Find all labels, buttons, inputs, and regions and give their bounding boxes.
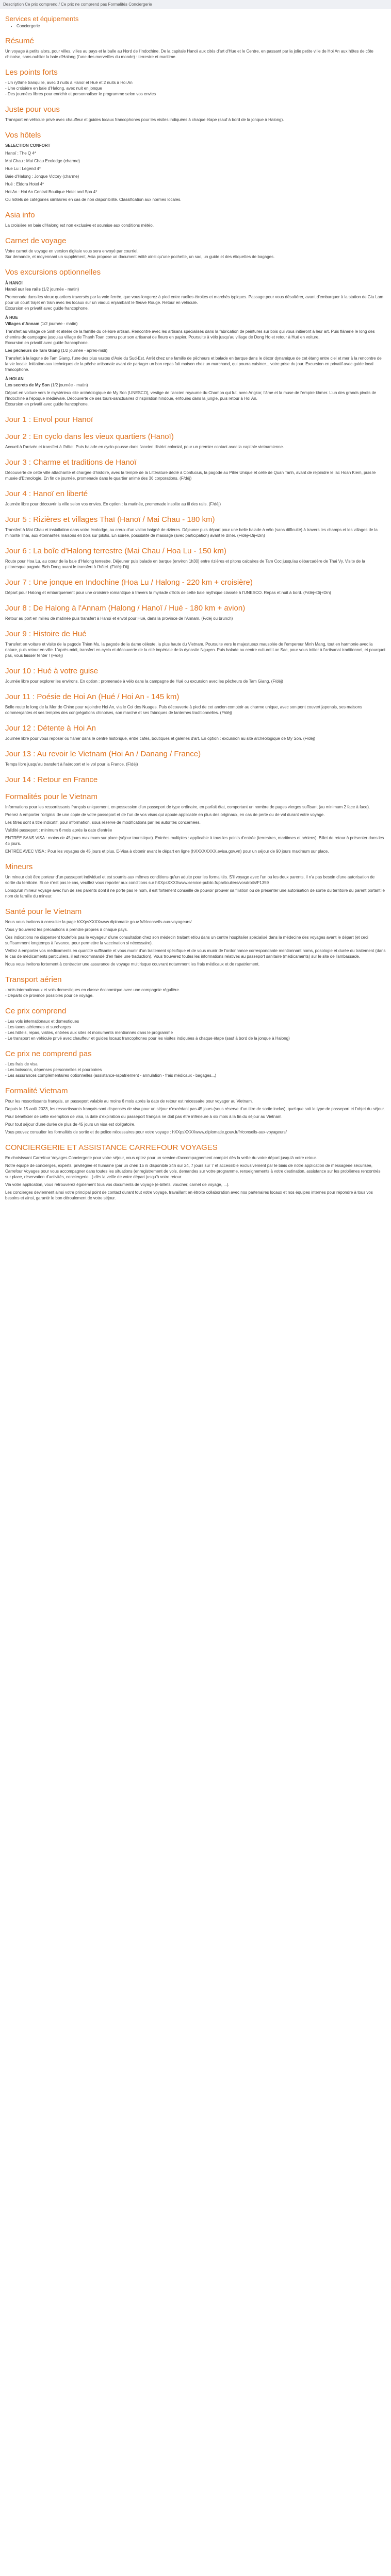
sante-paragraph: Nous vous invitons à consulter la page hXXpsXXXXwww.diplomatie.gouv.fr/fr/conseils-aux-voyageurs/: [5, 920, 192, 924]
day-title: Jour 3 : Charme et traditions de Hanoï: [5, 458, 137, 467]
asia-title: Asia info: [5, 211, 35, 219]
hotels-note: Ou hôtels de catégories similaires en cas de non disponibilité. Classification aux normes locales.: [5, 197, 182, 202]
day-text: Départ pour Halong et embarquement pour une croisière romantique à travers la myriade d'îlots de cette baie mythique classée à l'UNESCO. Repas et nuit à bord. (F/déj+Dij+Din): [5, 590, 331, 595]
day-title: Jour 14 : Retour en France: [5, 775, 98, 784]
day-text: Transfert à Mai Chau et installation dans votre écolodge, au creux d'un vallon baigné de rizières. Déjeuner puis départ pour une belle balade à vélo (sans difficulté) à travers les champs et les villages de la minorité Thaï, aux étonnantes maisons en bois sur pilotis. En soirée, possibilité de massage (avec participation) avant le dîner. (F/déj+Dij+Din): [5, 528, 378, 538]
day-title: Jour 6 : La boîe d'Halong terrestre (Mai Chau / Hoa Lu - 150 km): [5, 547, 226, 555]
points-title: Les points forts: [5, 68, 58, 77]
hotel-line: Mai Chau : Mai Chau Ecolodge (charme): [5, 159, 80, 163]
hotel-line: Hue Lu : Legend 4*: [5, 166, 41, 171]
excursion-text: Transfert à la lagune de Tam Giang, l'une des plus vastes d'Asie du Sud-Est. Arrêt chez une famille de pêcheurs et balade en barque dans le décor dynamique de cet étang entre ciel et mer à la rencontre de la vie locale. Initiation aux techniques de la pêche artisanale avant de partager un bon repas fait maison chez un marchand, qui pourra cuisiner... votre prise du jour. Excursion en privatif avec guide local francophone.: [5, 356, 382, 372]
excursion-duration: (1/2 journée - matin): [39, 321, 78, 326]
day-title: Jour 2 : En cyclo dans les vieux quartiers (Hanoï): [5, 432, 174, 441]
formalite-title: Formalité Vietnam: [5, 1087, 68, 1095]
day-text: Belle route le long de la Mer de Chine pour rejoindre Hoi An, via le Col des Nuages. Puis découverte à pied de cet ancien comptoir au charme unique, avec son pont couvert japonais, ses maisons commerçantes et ses temples des congrégations chinoises, son marché et ses fabriques de lanternes traditionnelles. (F/déj): [5, 705, 362, 715]
product-page: [0, 0, 391, 1201]
day-title: Jour 10 : Hué à votre guise: [5, 667, 99, 675]
excursion-block: [5, 348, 386, 372]
day-title: Jour 9 : Histoire de Hué: [5, 630, 87, 638]
excursion-name: Hanoï sur les rails: [5, 287, 41, 292]
formalites-paragraph: Les titres sont à titre indicatif, pour information, sous réserve de modifications par les autorités concernées.: [5, 820, 201, 825]
day-text: Journée libre pour vous reposer ou flâner dans le centre historique, entre cafés, boutiques et galeries d'art. En option : excursion au site archéologique de My Son. (F/déj): [5, 736, 315, 741]
hotels-list: [5, 150, 386, 195]
day-title: Jour 5 : Rizières et villages Thaï (Hanoï / Mai Chau - 180 km): [5, 515, 215, 524]
mineurs-title: Mineurs: [5, 862, 33, 871]
excursion-block: [5, 281, 386, 311]
sante-paragraph: Ces indications ne dispensent toutefois pas le voyageur d'une consultation chez son médecin traitant et/ou dans un centre hospitalier spécialisé dans la médecine des voyages avant le départ (et ceci suffisamment longtemps à l'avance, pour permettre la vaccination si nécessaire).: [5, 935, 368, 945]
formalites-paragraph: Validité passeport : minimum 6 mois après la date d'entrée: [5, 828, 112, 833]
day-text: Journée libre pour explorer les environs. En option : promenade à vélo dans la campagne de Hué ou excursion avec les pêcheurs de Tam Giang. (F/déj): [5, 679, 283, 684]
services-title: Services et équipements: [5, 15, 79, 23]
day-title: Jour 4 : Hanoï en liberté: [5, 489, 88, 498]
day-title: Jour 8 : De Halong à l'Annam (Halong / Hanoï / Hué - 180 km + avion): [5, 604, 246, 613]
excursion-text: Promenade dans les vieux quartiers traversés par la voie ferrée, que vous longerez à pied entre ruelles étroites et marchés typiques. Passage pour vous désaltérer, avant d'embarquer à la station de Gia Lam pour un court trajet en train avec les locaux sur un viaduc enjambant le fleuve Rouge. Retour en véhicule. Excursion en privatif avec guide francophone.: [5, 295, 384, 311]
day-text: Retour au port en milieu de matinée puis transfert à Hanoï et envol pour Hué, dans la province de l'Annam. (F/déj ou brunch): [5, 616, 233, 621]
day-text: Transfert en voiture et visite de la pagode Thien Mu, la pagode de la dame céleste, la plus haute du Vietnam. Poursuite vers le majestueux mausolée de l'empereur Minh Mang, tout en harmonie avec la nature, puis retour en ville. L'après-midi, transfert en cyclo et découverte de la cité impériale de la dynastie Nguyen. Puis balade au centre culturel Lac Sac, pour vous initier à l'artisanat traditionnel, et pourquoi pas, vous laisser tenter ! (F/déj): [5, 642, 385, 658]
hotel-line: Hoi An : Hoi An Central Boutique Hotel and Spa 4*: [5, 190, 97, 194]
hotels-label: SELECTION CONFORT: [5, 143, 51, 148]
concierge-title: CONCIERGERIE ET ASSISTANCE CARREFOUR VOYAGES: [5, 1143, 218, 1152]
prix-ne-comprend-title: Ce prix ne comprend pas: [5, 1049, 92, 1058]
excursion-duration: (1/2 journée - après-midi): [60, 348, 108, 353]
service-item: • Conciergerie: [17, 24, 386, 28]
resume-text: Un voyage à petits alors, pour villes, villes au pays et la balle au Nord de l'Indochine. De la capitale Hanoï aux cités d'art d'Hue et le Centre, en passant par la jolie petite ville de Hoi An aux hôtes de côte chinoise, sans oublier la baie d'Halong (l'une des merveilles du monde) : terrestre et maritime.: [5, 49, 373, 59]
prix-comprend-title: Ce prix comprend: [5, 1007, 67, 1015]
excursion-duration: (1/2 journée - matin): [40, 287, 79, 292]
formalites-paragraph: ENTRÉE SANS VISA : moins de 45 jours maximum sur place (séjour touristique). Entrées multiples : applicable à tous les points d'entrée (terrestres, maritimes et aériens). Billet de retour à présenter dans les 45 jours.: [5, 836, 384, 846]
formalites-paragraph: ENTRÉE AVEC VISA : Pour les voyages de 45 jours et plus, E-Visa à obtenir avant le départ en ligne (hXXXXXXXX.evisa.gov.vn) pour un séjour de 90 jours maximum sur place.: [5, 849, 329, 854]
juste-title: Juste pour vous: [5, 105, 60, 114]
excursion-name: Villages d'Annam: [5, 321, 40, 326]
day-text: Route pour Hoa Lu, au cœur de la baie d'Halong terrestre. Déjeuner puis balade en barque (environ 1h30) entre rizières et pitons calcaires de Tam Coc jusqu'au débarcadère de Thai Vy. Visite de la pittoresque pagode Bich Dong avant le transfert à l'hôtel. (F/déj+Dij): [5, 559, 365, 569]
carnet-text: Votre carnet de voyage en version digitale vous sera envoyé par courriel. Sur demande, et moyennant un supplément, Asia propose un document édité ainsi qu'une pochette, un sac, un guide et des étiquettes de bagages.: [5, 249, 275, 259]
prix-comprend-text: - Les vols internationaux et domestiques - Les taxes aériennes et surcharges - Les hôtels, repas, visites, entrées aux sites et monuments mentionnés dans le programme - Le transport en véhicule privé avec chauffeur et guides locaux francophones pour les visites indiquées à chaque étape (sauf à bord de la jonque à Halong): [5, 1019, 290, 1041]
formalite-paragraph: Vous pouvez consulter les formalités de sortie et de police nécessaires pour votre voyage : hXXpsXXXXwww.diplomatie.gouv.fr/fr/conseils-aux-voyageurs/: [5, 1130, 287, 1134]
breadcrumb: Description Ce prix comprend / Ce prix ne comprend pas Formalités Conciergerie: [0, 0, 391, 9]
hotel-line: Hanoï : The Q 4*: [5, 151, 36, 156]
transport-text: - Vols internationaux et vols domestiques en classe économique avec une compagnie régulière. - Départs de province possibles pour ce voyage.: [5, 988, 180, 998]
services-list: [17, 24, 386, 28]
sante-paragraph: Vous y trouverez les précautions à prendre propres à chaque pays.: [5, 927, 128, 932]
excursion-name: Les pêcheurs de Tam Giang: [5, 348, 60, 353]
sante-paragraph: Nous vous invitons fortement à contracter une assurance de voyage multirisque couvrant notamment les frais médicaux et de rapatriement.: [5, 962, 260, 967]
day-text: Journée libre pour découvrir la ville selon vos envies. En option : la matinée, promenade insolite au fil des rails. (F/déj): [5, 502, 221, 506]
asia-text: La croisière en baie d'Halong est non exclusive et soumise aux conditions météo.: [5, 223, 154, 228]
formalite-paragraph: Pour bénéficier de cette exemption de visa, la date d'expiration du passeport français ne doit pas être inférieure à six mois à la fin du séjour au Vietnam.: [5, 1114, 283, 1119]
formalites-paragraph: Informations pour les ressortissants français uniquement, en possession d'un passeport de type ordinaire, en parfait état, comportant un nombre de pages vierges suffisant (au minimum 2 face à face).: [5, 805, 370, 809]
day-title: Jour 11 : Poésie de Hoi An (Hué / Hoi An - 145 km): [5, 692, 180, 701]
hotels-title: Vos hôtels: [5, 131, 41, 140]
day-title: Jour 1 : Envol pour Hanoï: [5, 415, 93, 424]
hotel-line: Baie d'Halong : Jonque Victory (charme): [5, 174, 79, 179]
formalite-paragraph: Pour les ressortissants français, un passeport valable au moins 6 mois après la date de retour est nécessaire pour voyager au Vietnam.: [5, 1099, 253, 1104]
day-text: Découverte de cette ville attachante et chargée d'histoire, avec la temple de la Littérature dédié à Confucius, la pagode au Pilier Unique et celle de Quan Tanh, avant de rejoindre le lac Hoan Kiem, puis le musée d'Ethnologie. En fin de journée, promenade dans le quartier animé des 36 corporations. (F/déj): [5, 470, 376, 481]
formalites-title: Formalités pour le Vietnam: [5, 792, 97, 801]
sante-title: Santé pour le Vietnam: [5, 907, 82, 916]
day-text: Accueil à l'arrivée et transfert à l'hôtel. Puis balade en cyclo-pousse dans l'ancien district colonial, pour un premier contact avec la capitale vietnamienne.: [5, 445, 284, 449]
hotel-line: Hué : Eldora Hotel 4*: [5, 182, 44, 187]
excursion-duration: (1/2 journée - matin): [50, 383, 88, 387]
formalites-paragraph: Prenez à emporter l'original de une copie de votre passeport et de l'un de vos visas qui appuie applicable en plus des originaux, en cas de perte ou de vol durant votre voyage.: [5, 812, 325, 817]
points-text: - Un rythme tranquille, avec 3 nuits à Hanoï et Hué et 2 nuits à Hoi An - Une croisière en baie d'Halong, avec nuit en jonque - Des journées libres pour enrichir et personnaliser le programme selon vos envies: [5, 80, 156, 96]
concierge-paragraph: Via votre application, vous retrouverez également tous vos documents de voyage (e-billets, voucher, carnet de voyage, ...).: [5, 1182, 230, 1187]
excursion-text: Départ en voiture vers le mystérieux site archéologique de My Son (UNESCO), vestige de l'ancien royaume du Champa qui fut, avec Angkor, l'âme et la muse de l'empire khmer. L'un des grands pivots de l'Indochine à l'époque médiévale. Découverte de ses tours-sanctuaires d'inspiration hindoue, enfouies dans la jungle, puis retour à Hoi An. Excursion en privatif avec guide francophone.: [5, 391, 377, 406]
transport-title: Transport aérien: [5, 975, 62, 984]
day-title: Jour 13 : Au revoir le Vietnam (Hoi An / Danang / France): [5, 750, 201, 758]
formalite-paragraph: Depuis le 15 août 2023, les ressortissants français sont dispensés de visa pour un séjour n'excédant pas 45 jours (sous réserve d'un titre de sortie inclus), quel que soit le type de passeport et l'objet du séjour.: [5, 1107, 385, 1111]
day-title: Jour 12 : Détente à Hoi An: [5, 724, 96, 733]
excursion-text: Transfert au village de Sinh et atelier de la famille du célèbre artisan. Rencontre avec les artisans spécialisés dans la fabrication de peintures sur bois qui vous initieront à leur art. Puis flânerie le long des chemins de campagne jusqu'au village de Thanh Toan connu pour son artisanat de fleurs en papier. Poursuite à vélo jusqu'au village de Dong Ho et retour à Hué en voiture. Excursion en privatif avec guide francophone.: [5, 329, 375, 345]
sante-paragraph: Veillez à emporter vos médicaments en quantité suffisante et vous munir d'un traitement spécifique et de vous munir de l'ordonnance correspondante mentionnant noms, posologie et durée du traitement (dans le cas de médicaments particuliers, il est recommandé d'en faire une traduction). Vous trouverez toutes les informations relatives au passeport sanitaire (médicaments) sur le site de l'ambassade.: [5, 948, 386, 959]
mineurs-paragraph: Un mineur doit être porteur d'un passeport individuel et est soumis aux mêmes conditions qu'un adulte pour les formalités. S'il voyage avec l'un ou les deux parents, il n'a pas besoin d'une autorisation de sortie du territoire. Si ce n'est pas le cas, veuillez vous reporter aux conditions sur hXXpsXXXXwww.service-public.fr/particuliers/vosdroits/F1359: [5, 875, 375, 885]
juste-text: Transport en véhicule privé avec chauffeur et guides locaux francophones pour les visites indiquées à chaque étape (sauf à bord de la jonque à Halong).: [5, 117, 284, 122]
day-text: Temps libre jusqu'au transfert à l'aéroport et le vol pour la France. (F/déj): [5, 762, 138, 767]
excursion-place: À HOI AN: [5, 377, 24, 381]
carnet-title: Carnet de voyage: [5, 236, 67, 245]
excursion-block: [5, 315, 386, 346]
excursions-title: Vos excursions optionnelles: [5, 268, 101, 277]
excursion-place: À HANOÏ: [5, 281, 23, 285]
excursion-block: [5, 377, 386, 407]
day-title: Jour 7 : Une jonque en Indochine (Hoa Lu / Halong - 220 km + croisière): [5, 578, 253, 587]
concierge-paragraph: Notre équipe de concierges, experts, privilégiée et humaine (par un chéri 15 ni disponible 24h sur 24, 7 jours sur 7 et accessible exclusivement par le biais de notre application de messagerie sécurisée, Carrefour Voyages pour vous accompagner dans toutes les situations (enregistrement de vols, demandes sur votre programme, renseignements à votre destination, assistance sur les problèmes rencontrés sur place, réservation d'activités, conciergerie...) dès la veille de votre départ jusqu'à votre retour.: [5, 1163, 381, 1179]
concierge-paragraph: Les concierges deviennent ainsi votre principal point de contact durant tout votre voyage, travaillant en étroite collaboration avec nos partenaires locaux et nos équipes internes pour répondre à tous vos besoins et ainsi, garantir le bon déroulement de votre séjour.: [5, 1190, 373, 1200]
formalite-paragraph: Pour tout séjour d'une durée de plus de 45 jours un visa est obligatoire.: [5, 1122, 136, 1127]
excursion-name: Les secrets de My Son: [5, 383, 50, 387]
resume-title: Résumé: [5, 37, 34, 45]
prix-ne-comprend-text: - Les frais de visa - Les boissons, dépenses personnelles et pourboires - Les assurances complémentaires optionnelles (assistance-rapatriement - annulation - frais médicaux - bagages...): [5, 1062, 217, 1078]
concierge-paragraph: En choisissant Carrefour Voyages Conciergerie pour votre séjour, vous optez pour un service d'accompagnement complet dès la veille du votre départ jusqu'à votre retour.: [5, 1156, 317, 1160]
mineurs-paragraph: Lorsqu'un mineur voyage avec l'un de ses parents dont il ne porte pas le nom, il est fortement conseillé de pouvoir prouver sa filiation ou de présenter une autorisation de sortie du territoire du parent portant le nom de famille du mineur.: [5, 888, 385, 899]
excursion-place: À HUE: [5, 315, 18, 320]
